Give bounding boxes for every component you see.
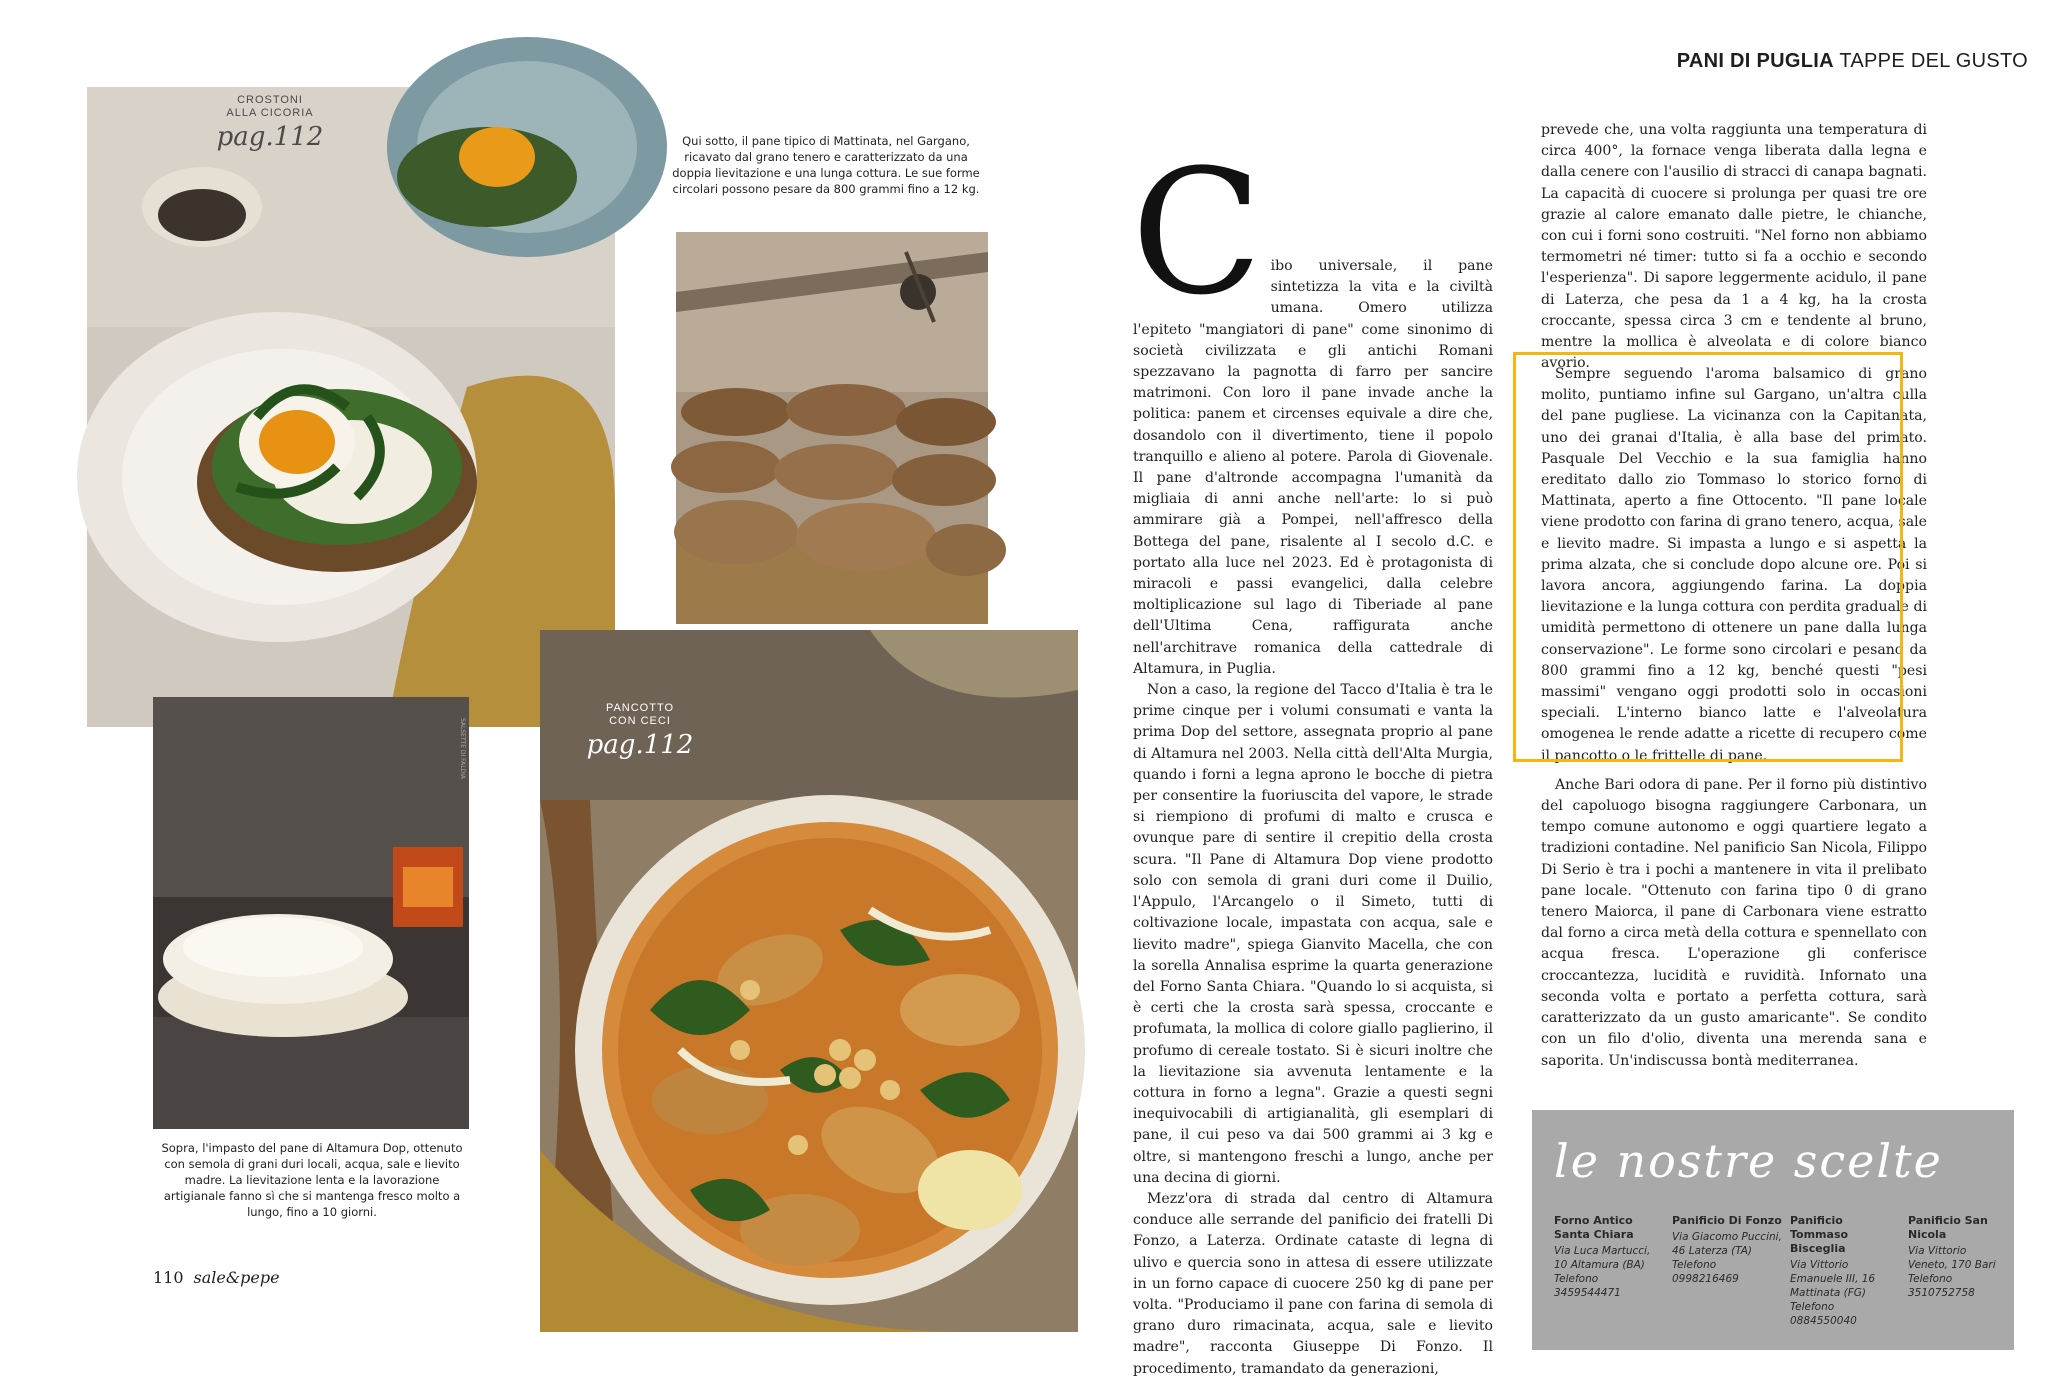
recipe-page-link[interactable]: pag.112	[586, 730, 694, 760]
drop-cap: C	[1131, 132, 1263, 333]
recipe-name-line1: PANCOTTO	[605, 702, 675, 714]
photo-pane-mattinata	[676, 232, 988, 624]
shop-entry	[1790, 1214, 1902, 1328]
shop-entry	[1554, 1214, 1666, 1300]
recipe-name-line1: CROSTONI	[237, 94, 303, 106]
caption-mattinata: Qui sotto, il pane tipico di Mattinata, nel Gargano, ricavato dal grano tenero e caratterizzato da una doppia lievitazione e una lunga cottura. Le sue forme circolari possono pesare da 800 grammi fino a 12 kg.	[672, 134, 980, 196]
shop-address: Via Luca Martucci, 10 Altamura (BA) Telefono 3459544471	[1554, 1245, 1651, 1299]
article-paragraph: prevede che, una volta raggiunta una temperatura di circa 400°, la fornace venga liberata dalla legna e dalla cenere con l'ausilio di stracci di canapa bagnati. La capacità di cuocere si prolunga per quasi tre ore grazie al calore emanato dalle pietre, le chianche, con cui i forni sono costruiti. "Nel forno non abbiamo termometri né timer: tutto si fa a occhio e secondo l'esperienza". Di sapore leggermente acidulo, il pane di Laterza, che pesa da 1 a 4 kg, ha la crosta croccante, spessa circa 3 cm e tendente al bruno, mentre la mollica è alveolata e di colore bianco avorio.	[1541, 122, 1927, 372]
shop-address: Via Vittorio Veneto, 170 Bari Telefono 3510752758	[1908, 1245, 1996, 1299]
highlight-box	[1513, 352, 1903, 762]
article-paragraph-highlighted: Sempre seguendo l'aroma balsamico di grano molito, puntiamo infine sul Gargano, un'altra culla del pane pugliese. La vicinanza con la Capitanata, uno dei granai d'Italia, è alla base del primato. Pasquale Del Vecchio e la sua famiglia hanno ereditato dallo zio Tommaso lo storico forno di Mattinata, aperto a fine Ottocento. "Il pane locale viene prodotto con farina di grano tenero, acqua, sale e lievito madre. Si impasta a lungo e si aspetta la prima alzata, che si conclude dopo alcune ore. Poi si lavora ancora, aggiungendo farina. La doppia lievitazione e la lunga cottura con perdita graduale di umidità permettono di ottenere un pane dalla lunga conservazione". Le forme sono circolari e pesano da 800 grammi fino a 12 kg, benché questi "pesi massimi" vengano oggi prodotti solo in occasioni speciali. L'interno bianco latte e l'alveolatura omogenea le rende adatte a ricette di recupero come il pancotto o le frittelle di pane.	[1541, 366, 1927, 764]
header-title: PANI DI PUGLIA	[1676, 50, 1834, 72]
shop-name: Panificio San Nicola	[1908, 1214, 1988, 1241]
shop-entry	[1908, 1214, 2008, 1300]
photo-crostoni	[87, 87, 615, 727]
shop-name: Forno Antico Santa Chiara	[1554, 1214, 1634, 1241]
article-paragraph: Non a caso, la regione del Tacco d'Italia è tra le prime cinque per i volumi consumati e vanta la prima Dop del settore, assegnata proprio al pane di Altamura nel 2003. Nella città dell'Alta Murgia, quando i forni a legna aprono le bocche di pietra per consentire la fuoriuscita del vapore, le strade si riempiono di profumi di malto e crusca e ovunque pare di sentire il crepitio della crosta scura. "Il Pane di Altamura Dop viene prodotto solo con semola di grani duri come il Duilio, l'Appulo, l'Arcangelo o il Simeto, tutti di coltivazione locale, impastata con acqua, sale e lievito madre", spiega Gianvito Macella, che con la sorella Annalisa esprime la quarta generazione del Forno Santa Chiara. "Quando lo si acquista, si è certi che la crosta sarà spessa, croccante e profumata, la mollica di colore giallo paglierino, il profumo di cereale tostato. Si è sicuri inoltre che la lievitazione sia avvenuta lentamente e la cottura in forno a legna". Grazie a questi segni inequivocabili di artigianalità, gli esemplari di pane, il cui peso va dai 500 grammi ai 3 kg e oltre, si mantengono freschi a lungo, anche per una decina di giorni.	[1133, 682, 1493, 1186]
recipe-label-pancotto	[580, 702, 700, 760]
article-paragraph: Anche Bari odora di pane. Per il forno più distintivo del capoluogo bisogna raggiungere Carbonara, un tempo comune autonomo e oggi quartiere legato a tradizioni contadine. Nel panificio San Nicola, Filippo Di Serio è tra i pochi a mantenere in vita il prelibato pane locale. "Ottenuto con farina tipo 0 di grano tenero Maiorca, il pane di Carbonara viene estratto dal forno a circa metà della cottura e spennellato con acqua fresca. L'operazione gli conferisce croccantezza, lucidità e ruvidità. Infornato una seconda volta e portato a perfetta cottura, sarà caratterizzato da un gusto amaricante". Se condito con un filo d'olio, diventa una merenda sana e saporita. Un'indiscussa bontà mediterranea.	[1541, 776, 1927, 1069]
recipe-label-crostoni	[205, 94, 335, 152]
recipe-page-link[interactable]: pag.112	[216, 122, 324, 152]
header-subtitle: TAPPE DEL GUSTO	[1839, 50, 2028, 72]
shop-name: Panificio Di Fonzo	[1672, 1214, 1782, 1227]
article-paragraph: Mezz'ora di strada dal centro di Altamura conduce alle serrande del panificio dei fratelli Di Fonzo, a Laterza. Ordinate cataste di legna di ulivo e quercia sono in attesa di essere utilizzate in un forno capace di cuocere 250 kg di pane per volta. "Produciamo il pane con farina di semola di grano duro rimacinata, acqua, sale e lievito madre", racconta Giuseppe Di Fonzo. Il procedimento, tramandato da generazioni,	[1133, 1190, 1493, 1377]
caption-altamura: Sopra, l'impasto del pane di Altamura Dop, ottenuto con semola di grani duri locali, acqua, sale e lievito madre. La lievitazione lenta e la lavorazione artigianale fanno sì che si mantenga fresco molto a lungo, fino a 10 giorni.	[161, 1141, 463, 1219]
shop-address: Via Vittorio Emanuele III, 16 Mattinata (FG) Telefono 0884550040	[1790, 1259, 1876, 1327]
recipe-name-line2: CON CECI	[609, 715, 671, 727]
recipe-name-line2: ALLA CICORIA	[226, 107, 314, 119]
article-paragraph: ibo universale, il pane sintetizza la vita e la civiltà umana. Omero utilizza l'epiteto "mangiatori di pane" come sinonimo di società civilizzata e gli antichi Romani spezzavano la pagnotta di farro per sancire matrimoni. Con loro il pane invade anche la politica: panem et circenses equivale a dire che, dosandolo con il divertimento, tiene il popolo tranquillo e alieno al potere. Parola di Giovenale. Il pane d'altronde accompagna l'umanità da migliaia di anni anche nell'arte: lo si può ammirare già a Pompei, nell'affresco della Bottega del pane, risalente al I secolo d.C. e portato alla luce nel 2023. Ed è protagonista di miracoli e passi evangelici, dalla celebre moltiplicazione sul lago di Tiberiade al pane dell'Ultima Cena, raffigurata anche nell'architrave romanica della cattedrale di Altamura, in Puglia.	[1133, 258, 1493, 677]
shop-address: Via Giacomo Puccini, 46 Laterza (TA) Telefono 0998216469	[1672, 1231, 1782, 1285]
box-title: le nostre scelte	[1554, 1134, 1943, 1188]
magazine-name: sale&pepe	[193, 1268, 280, 1287]
page-folio	[153, 1268, 280, 1287]
shops-box	[1532, 1110, 2014, 1350]
photo-credit: SALSETTE DI FALDIA	[459, 718, 466, 780]
page-number: 110	[153, 1268, 184, 1287]
shop-name: Panificio Tommaso Bisceglia	[1790, 1214, 1849, 1255]
photo-impasto-altamura	[153, 697, 469, 1129]
section-header	[1677, 50, 2028, 73]
shop-entry	[1672, 1214, 1784, 1286]
article-column-1	[1131, 132, 1493, 1380]
